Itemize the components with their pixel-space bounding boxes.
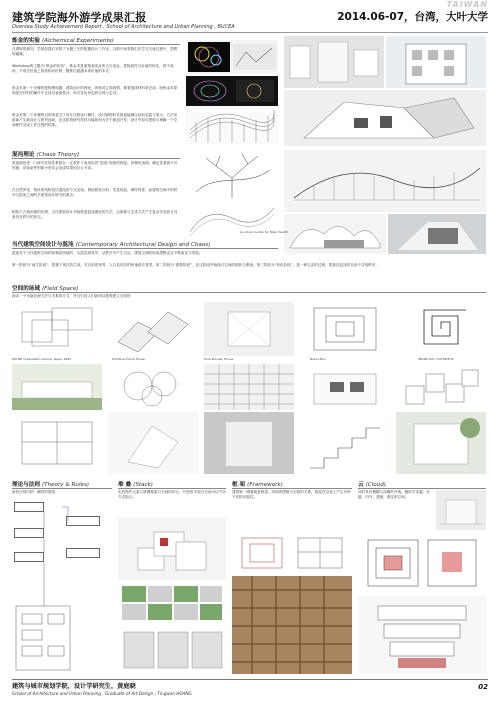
section-frame-title: 框 架 (Framework) xyxy=(232,482,283,488)
image-curved-roof-pavilion xyxy=(284,150,486,212)
alchemical-paragraph-2: Workshop的主题为“炼金的实验”，炼金术是靠物质成金的古石成金，是物质性与价值的转化，将不成形，不成关价值之物质转向价格，锻炼出超越本体价值的本式。 xyxy=(12,64,174,73)
contemporary-paragraph-1: 混沌对于当代建筑空间的影响是持续的，从混乱到有序，从秩序中产生自由，建筑空间的构成逻辑也在不断改变与发展。 xyxy=(12,251,203,255)
image-field-photo-gray xyxy=(204,412,294,474)
image-field-cluster-diagram xyxy=(108,364,198,410)
image-cloud-plan-diagram xyxy=(358,532,486,594)
section-rule xyxy=(12,248,278,249)
chaos-paragraph-3: 相较于古典和谐的比例，当代建筑设计开始借鉴混沌理论的方法，以演算与生成方式产生复杂多变而又具备内在秩序的形态。 xyxy=(12,210,178,219)
image-facade-corner xyxy=(386,36,486,88)
section-rule xyxy=(232,488,352,489)
image-field-spiral xyxy=(396,302,486,356)
image-field-landscape xyxy=(12,364,102,410)
alchemical-paragraph-4: 炼金术第二个步骤的目的则是关于设计过程设计操作，设计师物料在探索能够以向前实践与展示，方法来重新产生新设计与思考创新，在这阶段研究材料可能如何为关于新创开发，设计中如可建构与理解一个空间使作完成工作过程的结果。 xyxy=(12,113,178,127)
caption-final-wooden: Final Wooden House xyxy=(204,357,234,361)
caption-box-in-box: Box-In-Box xyxy=(310,357,326,361)
image-field-diagram-1 xyxy=(12,302,102,356)
watermark-taiwan: TAIWAN xyxy=(446,0,488,9)
poster-subtitle: Oversea Study Achievement Report , School of Architecture and Urban Planning , BUCEA xyxy=(12,24,235,30)
image-gallery-interior xyxy=(284,36,384,88)
image-white-cube-building xyxy=(284,90,486,146)
alchemical-paragraph-1: 在课程的最初，学校经我们安排了为期三天的短期设计工作室，以即兴演奏我们在学习交流过程中，思想的碰撞。 xyxy=(12,47,178,56)
chaos-paragraph-1: 混沌理论是一门研究非线性系统在一定条件下表现出的“混沌”现象的理论。该理论表明，确定性系统不可预测，初始条件的微小差异会造成结果的巨大不同。 xyxy=(12,161,178,170)
section-contemporary-title: 当代建筑空间设计与混沌 (Contemporary Architectural Design and Chaos) xyxy=(12,242,211,248)
section-rule xyxy=(118,488,226,489)
section-rule xyxy=(12,44,180,45)
frame-paragraph-1: 建筑第一纲要就是框架，结构的逻辑与空间的关系，框架在空间上产生多种不同的可能性。 xyxy=(232,490,351,499)
image-alchemical-dark-swirl xyxy=(186,76,278,106)
section-alchemical-title: 炼金的实验 (Alchemical Experiments) xyxy=(12,38,114,44)
contemporary-paragraph-2: 第一阶段为“诞生阶段”，着重于现在的生成，对目前的世界、人口及经济的快速成长背景。第二阶段为“建构阶段”，在这阶段开始探讨空间的组织与系统。第三阶段为“转化阶段”，是一种自由的过程，着重在混沌的自由中寻找秩序。 xyxy=(12,263,379,267)
image-chaos-tree-sketch xyxy=(186,152,278,200)
image-cloud-layered-box xyxy=(358,596,486,674)
image-stack-model xyxy=(118,518,226,580)
image-field-green-house xyxy=(396,412,486,474)
poster-date-location: 2014.06-07，台湾，大叶大学 xyxy=(337,11,488,23)
footer-school-en: School of Architecture and Urban Planning , Graduate of Art Design , Tingwan HUANG xyxy=(12,691,192,696)
caption-primitive-future: Primitive Future House xyxy=(112,357,145,361)
caption-inside-out: INSIDE OUT, OUTSIDE IN xyxy=(418,357,454,361)
image-alchemical-wireframe xyxy=(186,108,278,144)
cloud-paragraph-1: 同时具有模糊与清晰的外观，随时可穿越，穿越，内外，漂流，漂浮的空间。 xyxy=(358,490,430,499)
caption-house-t: HOUSE T.(Kanazaki, Gunma, Japan, 2005 xyxy=(12,357,72,361)
chaos-paragraph-2: 在自然界里，物体的结构是以混沌的方式呈现。例如树枝分形、雪花结晶、海岸线等。而建筑空间中的秩序与混沌之间的关系是设计研究的重点。 xyxy=(12,188,178,197)
image-field-stair xyxy=(300,412,390,474)
image-field-plan-drawing xyxy=(12,412,102,474)
section-rule xyxy=(358,488,486,489)
flow-connectors xyxy=(12,496,112,676)
image-stack-grid xyxy=(118,582,226,624)
image-frame-wood-structure xyxy=(232,576,352,674)
caption-lou-ruvo: Lou Ruvo Center for Brain Health xyxy=(240,230,288,234)
image-cloud-white-interior xyxy=(436,490,486,530)
page-number: 02 xyxy=(478,683,488,691)
section-chaos-title: 混沌理论 (Chaos Theory) xyxy=(12,152,80,158)
stack-paragraph-1: 实验物件元素与堆叠要素与空间的结合，开放的平面与空间可以不同方式组合。 xyxy=(118,490,226,499)
poster-title: 建筑学院海外游学成果汇报 xyxy=(12,11,147,24)
section-rule xyxy=(12,488,112,489)
image-field-box-in-box xyxy=(300,302,390,356)
image-alchemical-black-light xyxy=(186,40,278,74)
footer-school: 建筑与城市规划学院，设计学研究生，黄庭晓 xyxy=(12,683,136,690)
image-field-model-3 xyxy=(204,302,294,356)
image-exhibition-interior xyxy=(388,214,486,254)
section-cloud-title: 云 (Cloud) xyxy=(358,482,386,488)
section-rule xyxy=(12,158,180,159)
image-field-model-white xyxy=(108,412,198,474)
section-field-title: 空间的场域 (Field Space) xyxy=(12,286,79,292)
theory-paragraph-1: 新的法则归纳：偶然的建筑 xyxy=(12,490,56,494)
field-paragraph-1: 探求一个全新处理方法与关系的方式，并且引导人们如何以感观建立空间的 xyxy=(12,294,131,298)
section-theory-title: 理论与法则 (Theory & Rules) xyxy=(12,482,90,488)
image-field-house-before-house xyxy=(396,364,486,410)
header-divider xyxy=(12,32,488,33)
image-field-diagram-2 xyxy=(108,302,198,356)
section-rule xyxy=(12,292,486,293)
image-frame-diagram xyxy=(232,532,352,574)
alchemical-paragraph-3: 炼金术第一个步骤的是物理间题，建筑设计的理论，风格或立面表情，都要选择材料来完成，而炼金术即则是在材料的操作中去找寻表面是动，再引导出形态的空间与尝试。 xyxy=(12,86,178,95)
section-stack-title: 堆 叠 (Stack) xyxy=(118,482,153,488)
image-field-lattice xyxy=(204,364,294,410)
image-field-house-n xyxy=(300,364,390,410)
image-lou-ruvo-center xyxy=(284,214,386,254)
footer-divider xyxy=(12,679,488,680)
image-stack-sections xyxy=(118,626,226,674)
